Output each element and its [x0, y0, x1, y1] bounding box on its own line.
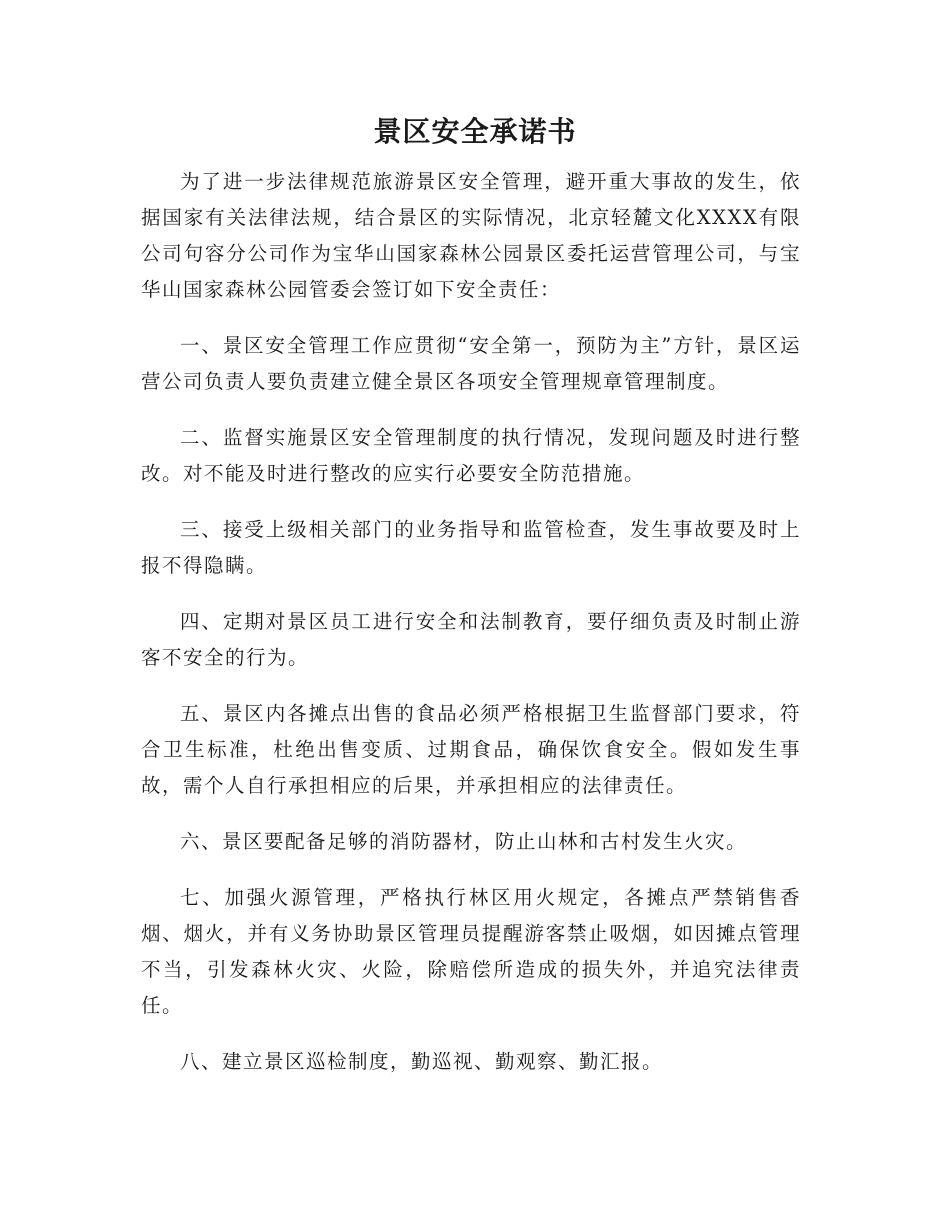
- paragraph-intro: 为了进一步法律规范旅游景区安全管理，避开重大事故的发生，依据国家有关法律法规，结合景区的实际情况，北京轻麓文化XXXX有限公司句容分公司作为宝华山国家森林公园景区委托运营管理公司，与宝华山国家森林公园管委会签订如下安全责任：: [141, 170, 801, 301]
- paragraph-clause-8: 八、建立景区巡检制度，勤巡视、勤观察、勤汇报。: [180, 1050, 664, 1073]
- paragraph-clause-2: 二、监督实施景区安全管理制度的执行情况，发现问题及时进行整改。对不能及时进行整改的应实行必要安全防范措施。: [141, 426, 801, 485]
- paragraph-clause-1: 一、景区安全管理工作应贯彻“安全第一，预防为主”方针，景区运营公司负责人要负责建立健全景区各项安全管理规章管理制度。: [141, 334, 801, 393]
- paragraph-clause-5: 五、景区内各摊点出售的食品必须严格根据卫生监督部门要求，符合卫生标准，杜绝出售变质、过期食品，确保饮食安全。假如发生事故，需个人自行承担相应的后果，并承担相应的法律责任。: [141, 702, 801, 797]
- document-body: [141, 164, 801, 1100]
- document-title: 景区安全承诺书: [373, 115, 577, 148]
- paragraph-clause-7: 七、加强火源管理，严格执行林区用火规定，各摊点严禁销售香烟、烟火，并有义务协助景区管理员提醒游客禁止吸烟，如因摊点管理不当，引发森林火灾、火险，除赔偿所造成的损失外，并追究法律责任。: [141, 886, 801, 1017]
- paragraph-clause-4: 四、定期对景区员工进行安全和法制教育，要仔细负责及时制止游客不安全的行为。: [141, 610, 801, 669]
- paragraph-clause-3: 三、接受上级相关部门的业务指导和监管检查，发生事故要及时上报不得隐瞒。: [141, 518, 801, 577]
- paragraph-clause-6: 六、景区要配备足够的消防器材，防止山林和古村发生火灾。: [180, 830, 748, 853]
